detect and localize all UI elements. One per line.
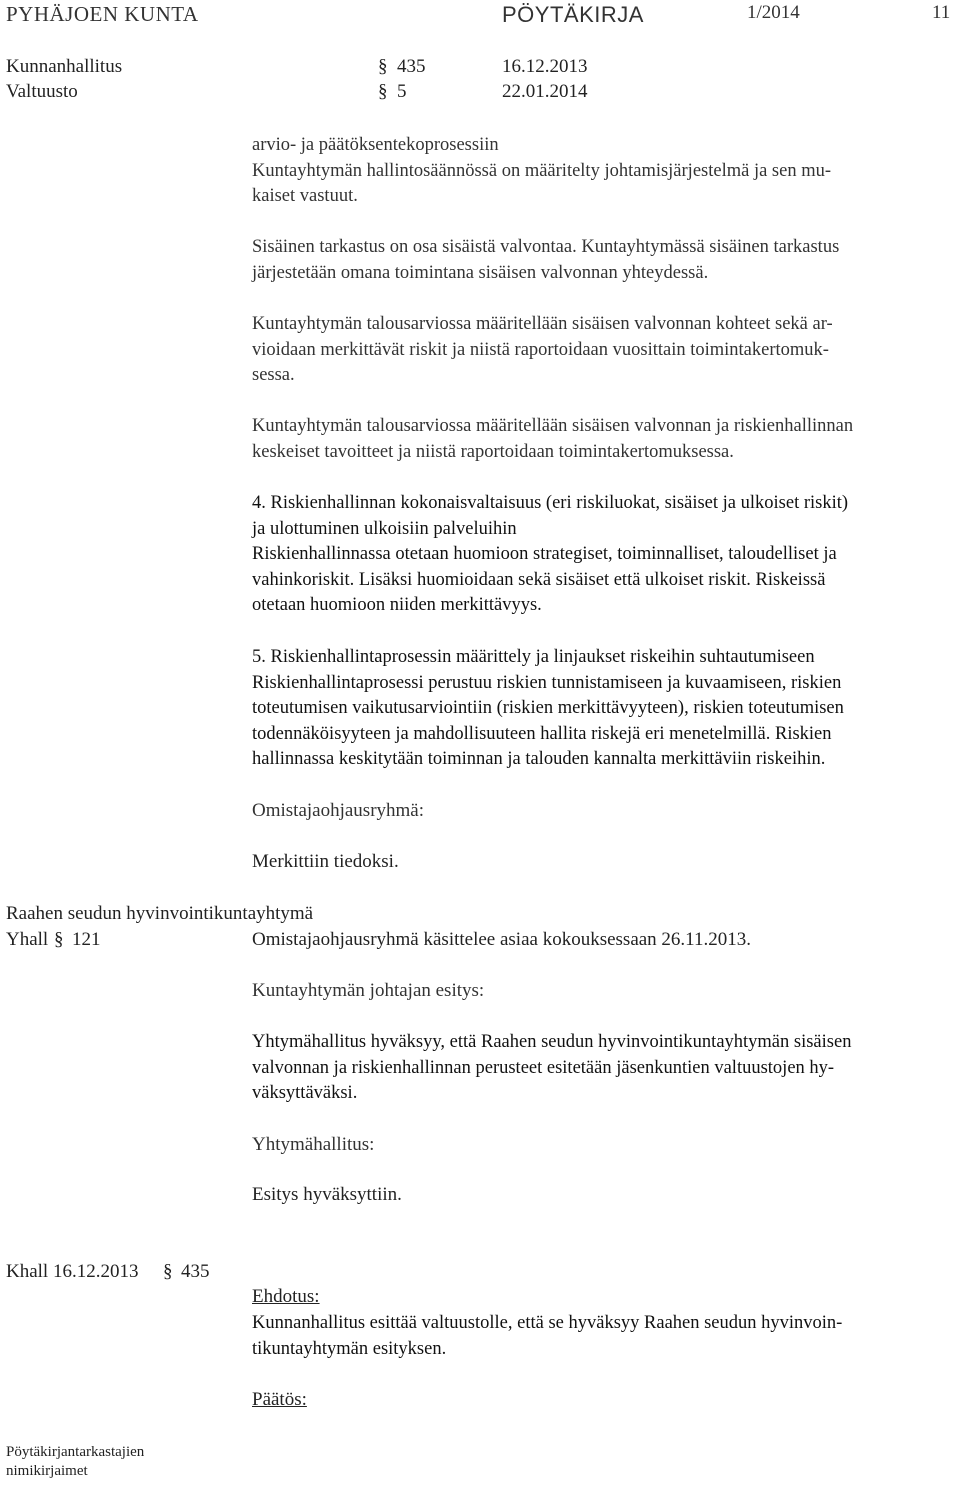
section-mark-icon: § xyxy=(54,929,64,950)
decision-label: Päätös: xyxy=(252,1389,307,1410)
yhall-statement: Omistajaohjausryhmä käsittelee asiaa kokouksessaan 26.11.2013. xyxy=(252,929,751,950)
khall-ref: Khall 16.12.2013 xyxy=(6,1261,139,1282)
section-mark-icon: § xyxy=(163,1261,173,1282)
ref-date: 22.01.2014 xyxy=(502,81,588,102)
khall-section-number: 435 xyxy=(181,1261,210,1282)
proposal-label: Ehdotus: xyxy=(252,1286,320,1307)
paragraph-internal-audit: Sisäinen tarkastus on osa sisäistä valvontaa. Kuntayhtymässä sisäinen tarkastus järjestetään omana toimintana sisäisen valvonnan yhteydessä. xyxy=(252,237,840,283)
board-decision: Esitys hyväksyttiin. xyxy=(252,1184,402,1205)
document-type: PÖYTÄKIRJA xyxy=(502,2,644,27)
owner-steering-group-label: Omistajaohjausryhmä: xyxy=(252,800,425,821)
page-number: 11 xyxy=(932,2,951,23)
director-proposal-text: Yhtymähallitus hyväksyy, että Raahen seudun hyvinvointikuntayhtymän sisäisen valvonnan ja riskienhallinnan perusteet esitetään jäsenkuntien valtuustojen hy- väksyttäväksi. xyxy=(252,1032,852,1103)
footer-reviewers-line1: Pöytäkirjantarkastajien xyxy=(6,1444,145,1460)
ref-body-kunnanhallitus: Kunnanhallitus xyxy=(6,56,123,77)
yhall-section-number: 121 xyxy=(72,929,101,950)
footer-reviewers-line2: nimikirjaimet xyxy=(6,1463,88,1479)
organization-name: PYHÄJOEN KUNTA xyxy=(6,2,199,26)
paragraph-risk-comprehensiveness: 4. Riskienhallinnan kokonaisvaltaisuus (eri riskiluokat, sisäiset ja ulkoiset riskit) ja ulottuminen ulkoisiin palveluihin Riskienhallinnassa otetaan huomioon strategiset, toiminnalliset, taloudelliset ja vahinkoriskit. Lisäksi huomioidaan sekä sisäiset että ulkoiset riskit. Riskeissä otetaan huomioon niiden merkittävyys. xyxy=(252,493,849,615)
owner-steering-group-decision: Merkittiin tiedoksi. xyxy=(252,851,399,872)
board-label: Yhtymähallitus: xyxy=(252,1134,375,1155)
paragraph-risk-process: 5. Riskienhallintaprosessin määrittely ja linjaukset riskeihin suhtautumiseen Riskienhallintaprosessi perustuu riskien tunnistamiseen ja kuvaamiseen, riskien toteutumisen vaikutusarviointiin (riskien merkittävyyteen), riskien toteutumisen todennäköisyyteen ja mahdollisuuteen hallita riskejä eri menetelmillä. Riskien hallinnassa keskitytään toiminnan ja talouden kannalta merkittäviin riskeihin. xyxy=(252,647,844,769)
proposal-text: Kunnanhallitus esittää valtuustolle, että se hyväksyy Raahen seudun hyvinvoin- tikuntayhtymän esityksen. xyxy=(252,1313,843,1359)
paragraph-budget-control: Kuntayhtymän talousarviossa määritellään sisäisen valvonnan kohteet sekä ar- vioidaan merkittävät riskit ja niistä raportoidaan vuosittain toimintakertomuk- sessa. xyxy=(252,314,833,385)
yhall-body: Yhall xyxy=(6,929,49,950)
federation-name: Raahen seudun hyvinvointikuntayhtymä xyxy=(6,903,314,924)
section-mark-icon: § xyxy=(378,56,388,77)
ref-section-number: 435 xyxy=(397,56,426,77)
ref-date: 16.12.2013 xyxy=(502,56,588,77)
document-number: 1/2014 xyxy=(747,2,800,23)
section-mark-icon: § xyxy=(378,81,388,102)
paragraph-budget-goals: Kuntayhtymän talousarviossa määritellään sisäisen valvonnan ja riskienhallinnan keskeiset tavoitteet ja niistä raportoidaan toimintakertomuksessa. xyxy=(252,416,854,462)
ref-body-valtuusto: Valtuusto xyxy=(6,81,78,102)
paragraph-process: arvio- ja päätöksentekoprosessiin Kuntayhtymän hallintosäännössä on määritelty johtamisjärjestelmä ja sen mu- kaiset vastuut. xyxy=(252,135,832,206)
ref-section-number: 5 xyxy=(397,81,407,102)
director-proposal-label: Kuntayhtymän johtajan esitys: xyxy=(252,980,485,1001)
